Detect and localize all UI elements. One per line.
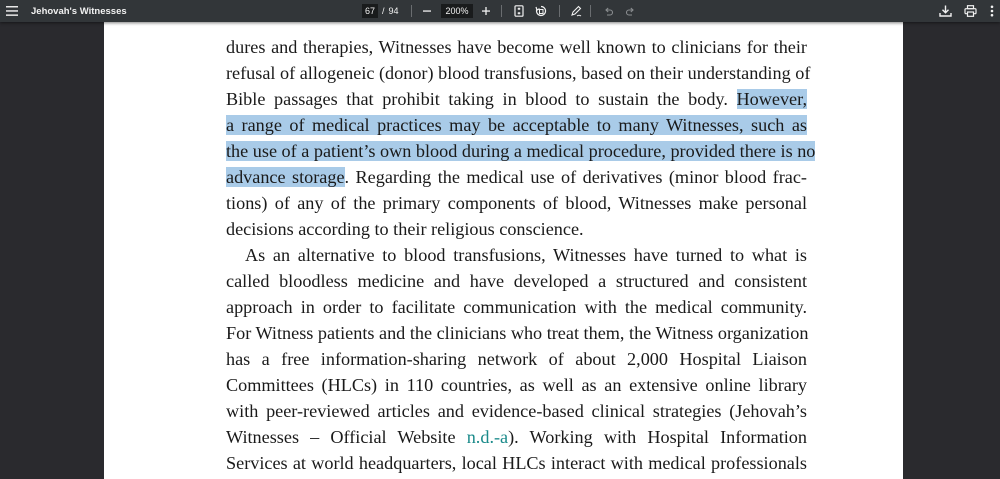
text-line: refusal of allogeneic (donor) blood transfusions, based on their understanding of: [226, 63, 811, 83]
hamburger-menu-icon[interactable]: [6, 0, 20, 22]
fit-page-icon: [514, 5, 524, 17]
zoom-level-input[interactable]: 200%: [441, 4, 473, 18]
rotate-button[interactable]: [533, 3, 549, 19]
text-line: For Witness patients and the clinicians who treat them, the Witness organization: [226, 323, 809, 343]
download-icon: [939, 5, 952, 17]
page-navigator: [362, 0, 399, 22]
text-line: advance storage. Regarding the medical use of derivatives (minor blood frac-: [226, 167, 807, 187]
pen-annotate-icon: [570, 5, 582, 17]
print-button[interactable]: [962, 3, 978, 19]
text-line: called bloodless medicine and have developed a structured and consistent: [226, 271, 807, 291]
undo-button[interactable]: [601, 3, 617, 19]
toolbar-divider: [559, 5, 560, 17]
toolbar-divider: [590, 5, 591, 17]
highlighted-text: advance storage: [226, 167, 345, 187]
zoom-out-button[interactable]: [419, 3, 435, 19]
text-line: approach in order to facilitate communication with the medical community.: [226, 297, 807, 317]
rotate-icon: [535, 5, 547, 17]
text-line: Committees (HLCs) in 110 countries, as well as an extensive online library: [226, 375, 807, 395]
pdf-viewer-area[interactable]: [0, 22, 1000, 479]
text-line: As an alternative to blood transfusions, Witnesses have turned to what is: [245, 245, 807, 265]
minus-icon: [422, 6, 432, 16]
toolbar-divider: [501, 5, 502, 17]
document-title: Jehovah's Witnesses: [31, 5, 127, 17]
text-line: Bible passages that prohibit taking in blood to sustain the body. However,: [226, 89, 807, 109]
print-icon: [964, 5, 977, 17]
highlighted-text: a range of medical practices may be acceptable to many Witnesses, such as: [226, 115, 807, 135]
zoom-in-button[interactable]: [478, 3, 494, 19]
text-line: has a free information-sharing network of about 2,000 Hospital Liaison: [226, 349, 807, 369]
more-options-button[interactable]: [984, 3, 1000, 19]
text-line: decisions according to their religious conscience.: [226, 219, 584, 239]
undo-icon: [604, 6, 614, 16]
page-number-input[interactable]: [362, 4, 378, 18]
redo-button[interactable]: [622, 3, 638, 19]
fit-page-button[interactable]: [511, 3, 527, 19]
page-total: 94: [388, 6, 399, 16]
redo-icon: [625, 6, 635, 16]
pdf-page: [104, 22, 903, 479]
text-line: Services at world headquarters, local HLCs interact with medical professionals: [226, 453, 807, 473]
more-vertical-icon: [990, 5, 994, 17]
citation-link[interactable]: n.d.-a: [466, 427, 509, 447]
plus-icon: [481, 6, 491, 16]
download-button[interactable]: [937, 3, 953, 19]
text-line: [226, 138, 816, 164]
annotate-button[interactable]: [568, 3, 584, 19]
text-line: [226, 112, 807, 138]
text-line: tions) of any of the primary components of blood, Witnesses make personal: [226, 193, 807, 213]
highlighted-text: the use of a patient’s own blood during a medical procedure, provided there is no: [226, 141, 816, 161]
text-line: with peer-reviewed articles and evidence-based clinical strategies (Jehovah’s: [226, 401, 807, 421]
pdf-toolbar: [0, 0, 1000, 22]
page-separator: /: [382, 6, 385, 16]
cutoff-line: [226, 22, 807, 28]
text-line: Witnesses – Official Website n.d.-a). Working with Hospital Information: [226, 427, 807, 447]
text-line: dures and therapies, Witnesses have become well known to clinicians for their: [226, 37, 807, 57]
toolbar-divider: [411, 5, 412, 17]
highlighted-text: However,: [736, 89, 807, 109]
